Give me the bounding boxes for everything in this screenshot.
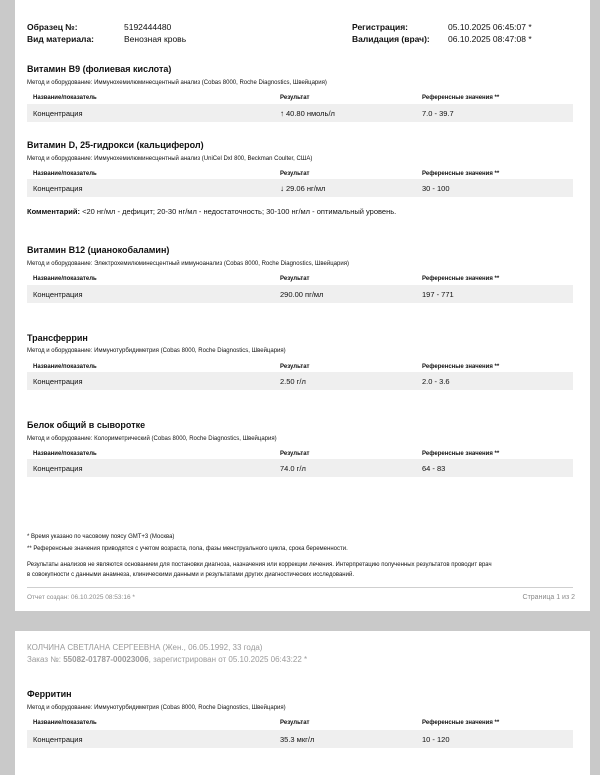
test-title: Витамин D, 25-гидрокси (кальциферол) bbox=[27, 140, 204, 150]
table-row bbox=[27, 104, 573, 122]
result-value: ↑ 40.80 нмоль/л bbox=[280, 109, 335, 118]
col-header-result: Результат bbox=[280, 720, 310, 726]
test-method: Метод и оборудование: Колориметрический (Cobas 8000, Roche Diagnostics, Швейцария) bbox=[27, 436, 277, 442]
col-header-result: Результат bbox=[280, 276, 310, 282]
col-header-name: Название/показатель bbox=[33, 171, 97, 177]
test-title: Ферритин bbox=[27, 689, 72, 699]
param-name: Концентрация bbox=[33, 290, 83, 299]
material-value: Венозная кровь bbox=[124, 34, 187, 44]
result-value: ↓ 29.06 нг/мл bbox=[280, 184, 326, 193]
table-row bbox=[27, 285, 573, 303]
col-header-name: Название/показатель bbox=[33, 720, 97, 726]
param-name: Концентрация bbox=[33, 184, 83, 193]
report-page-1 bbox=[15, 0, 590, 611]
col-header-result: Результат bbox=[280, 171, 310, 177]
reference-range: 30 - 100 bbox=[422, 184, 450, 193]
reference-range: 2.0 - 3.6 bbox=[422, 377, 450, 386]
note-refs: ** Референсные значения приводятся с учетом возраста, пола, фазы менструального цикла, срока беременности. bbox=[27, 546, 348, 552]
result-value: 2.50 г/л bbox=[280, 377, 306, 386]
table-row bbox=[27, 372, 573, 390]
col-header-reference: Референсные значения ** bbox=[422, 451, 500, 457]
sample-label: Образец №: bbox=[27, 22, 78, 32]
param-name: Концентрация bbox=[33, 109, 83, 118]
test-method: Метод и оборудование: Иммунотурбидиметрия (Cobas 8000, Roche Diagnostics, Швейцария) bbox=[27, 705, 286, 711]
test-method: Метод и оборудование: Электрохемилюминесцентный иммуноанализ (Cobas 8000, Roche Diagnostics, Швейцария) bbox=[27, 261, 349, 267]
validation-label: Валидация (врач): bbox=[352, 34, 430, 44]
result-value: 290.00 пг/мл bbox=[280, 290, 324, 299]
col-header-result: Результат bbox=[280, 451, 310, 457]
test-method: Метод и оборудование: Иммунотурбидиметрия (Cobas 8000, Roche Diagnostics, Швейцария) bbox=[27, 348, 286, 354]
reference-range: 197 - 771 bbox=[422, 290, 454, 299]
param-name: Концентрация bbox=[33, 377, 83, 386]
disclaimer-line-2: в совокупности с данными анамнеза, клиническими данными и результатами других диагностических исследований. bbox=[27, 572, 354, 578]
reference-range: 10 - 120 bbox=[422, 735, 450, 744]
col-header-reference: Референсные значения ** bbox=[422, 171, 500, 177]
comment: Комментарий: <20 нг/мл - дефицит; 20-30 нг/мл - недостаточность; 30-100 нг/мл - оптимальный уровень. bbox=[27, 207, 397, 216]
report-page-2 bbox=[15, 631, 590, 775]
material-label: Вид материала: bbox=[27, 34, 95, 44]
table-row bbox=[27, 730, 573, 748]
col-header-reference: Референсные значения ** bbox=[422, 720, 500, 726]
col-header-result: Результат bbox=[280, 364, 310, 370]
test-title: Белок общий в сыворотке bbox=[27, 420, 146, 430]
test-method: Метод и оборудование: Иммунохемилюминесцентный анализ (UniCel DxI 800, Beckman Coulter, США) bbox=[27, 156, 313, 162]
arrow-up-icon: ↑ bbox=[280, 109, 284, 118]
col-header-name: Название/показатель bbox=[33, 276, 97, 282]
sample-value: 5192444480 bbox=[124, 22, 172, 32]
table-row bbox=[27, 179, 573, 197]
result-value: 74.0 г/л bbox=[280, 464, 306, 473]
col-header-reference: Референсные значения ** bbox=[422, 364, 500, 370]
note-time: * Время указано по часовому поясу GMT+3 (Москва) bbox=[27, 534, 175, 540]
col-header-reference: Референсные значения ** bbox=[422, 276, 500, 282]
param-name: Концентрация bbox=[33, 464, 83, 473]
test-method: Метод и оборудование: Иммунохемилюминесцентный анализ (Cobas 8000, Roche Diagnostics, Швейцария) bbox=[27, 80, 327, 86]
registration-value: 05.10.2025 06:45:07 * bbox=[448, 22, 532, 32]
col-header-name: Название/показатель bbox=[33, 364, 97, 370]
test-title: Витамин B12 (цианокобаламин) bbox=[27, 245, 170, 255]
col-header-name: Название/показатель bbox=[33, 451, 97, 457]
disclaimer-line-1: Результаты анализов не являются основанием для постановки диагноза, назначения или коррекции лечения. Интерпретацию полученных результатов проводит врач bbox=[27, 562, 492, 568]
validation-value: 06.10.2025 08:47:08 * bbox=[448, 34, 532, 44]
test-title: Трансферрин bbox=[27, 333, 88, 343]
registration-label: Регистрация: bbox=[352, 22, 409, 32]
reference-range: 64 - 83 bbox=[422, 464, 446, 473]
report-created: Отчет создан: 06.10.2025 08:53:16 * bbox=[27, 594, 135, 601]
order-info: Заказ №: 55082-01787-00023006, зарегистрирован от 05.10.2025 06:43:22 * bbox=[27, 655, 308, 664]
col-header-reference: Референсные значения ** bbox=[422, 95, 500, 101]
arrow-down-icon: ↓ bbox=[280, 184, 284, 193]
param-name: Концентрация bbox=[33, 735, 83, 744]
table-row bbox=[27, 459, 573, 477]
result-value: 35.3 мкг/л bbox=[280, 735, 315, 744]
col-header-result: Результат bbox=[280, 95, 310, 101]
test-title: Витамин B9 (фолиевая кислота) bbox=[27, 64, 172, 74]
patient-info: КОЛЧИНА СВЕТЛАНА СЕРГЕЕВНА (Жен., 06.05.1992, 33 года) bbox=[27, 643, 263, 652]
col-header-name: Название/показатель bbox=[33, 95, 97, 101]
reference-range: 7.0 - 39.7 bbox=[422, 109, 454, 118]
footer-divider bbox=[27, 587, 573, 588]
page-number: Страница 1 из 2 bbox=[522, 594, 575, 601]
